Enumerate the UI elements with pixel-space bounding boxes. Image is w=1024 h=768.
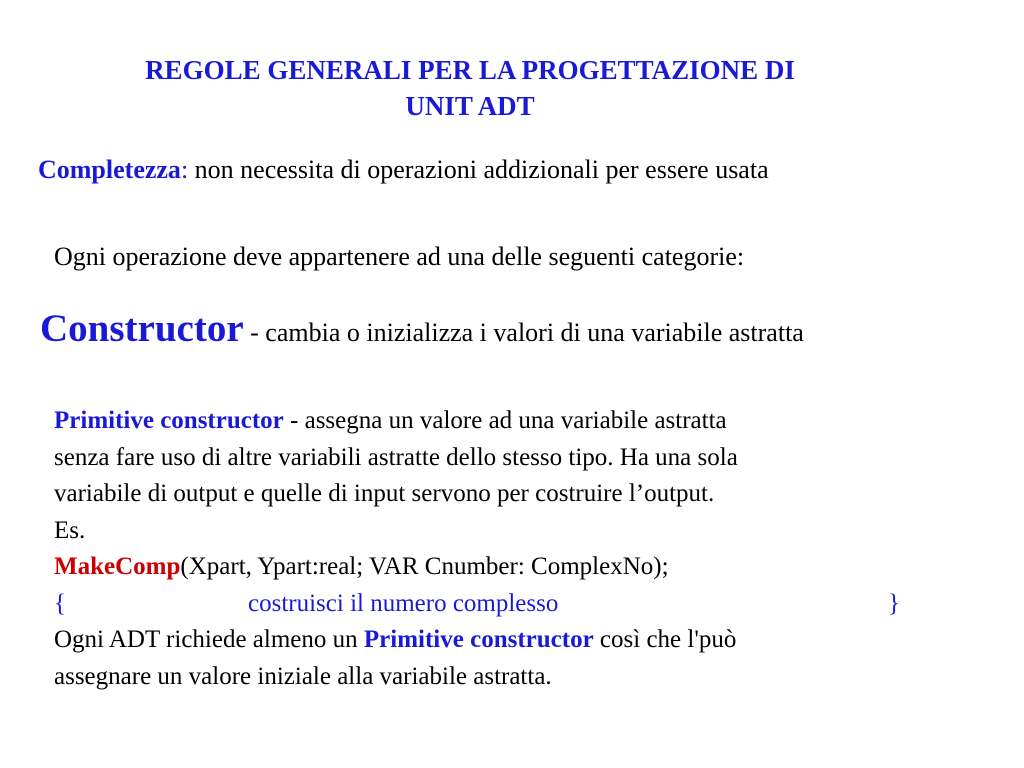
constructor-line [40,306,804,351]
example-func-name: MakeComp [54,553,181,580]
primitive-line-2: senza fare uso di altre variabili astratte dello stesso tipo. Ha una sola [54,443,738,471]
constructor-term: Constructor [40,307,244,350]
example-label: Es. [54,516,86,544]
final-pre: Ogni ADT richiede almeno un [54,626,364,653]
categories-intro: Ogni operazione deve appartenere ad una delle seguenti categorie: [54,242,745,271]
final-term: Primitive constructor [363,626,594,653]
final-post: così che l'può [593,626,737,653]
slide-title [40,52,900,124]
brace-comment: costruisci il numero complesso [248,589,559,617]
completeness-line [38,155,769,185]
primitive-line-1 [54,403,738,440]
title-line-1: REGOLE GENERALI PER LA PROGETTAZIONE DI [145,55,795,85]
title-line-2: UNIT ADT [405,91,535,121]
brace-open: { [54,589,66,617]
constructor-desc: - cambia o inizializza i valori di una variabile astratta [243,318,804,347]
example-signature: (Xpart, Ypart:real; VAR Cnumber: ComplexNo); [180,553,669,580]
completeness-colon: : [180,155,189,184]
primitive-line-1-rest: - assegna un valore ad una variabile astratta [283,407,727,434]
primitive-line-3: variabile di output e quelle di input servono per costruire l’output. [54,480,715,507]
brace-close: } [888,589,900,617]
completeness-term: Completezza [38,155,181,184]
completeness-desc: non necessita di operazioni addizionali per essere usata [188,155,769,184]
example-line [54,549,738,586]
primitive-term: Primitive constructor [54,407,284,434]
final-line-2: assegnare un valore iniziale alla variabile astratta. [54,662,552,690]
final-line-1 [54,622,738,659]
example-comment-line [54,586,900,623]
primitive-constructor-block [54,403,900,695]
